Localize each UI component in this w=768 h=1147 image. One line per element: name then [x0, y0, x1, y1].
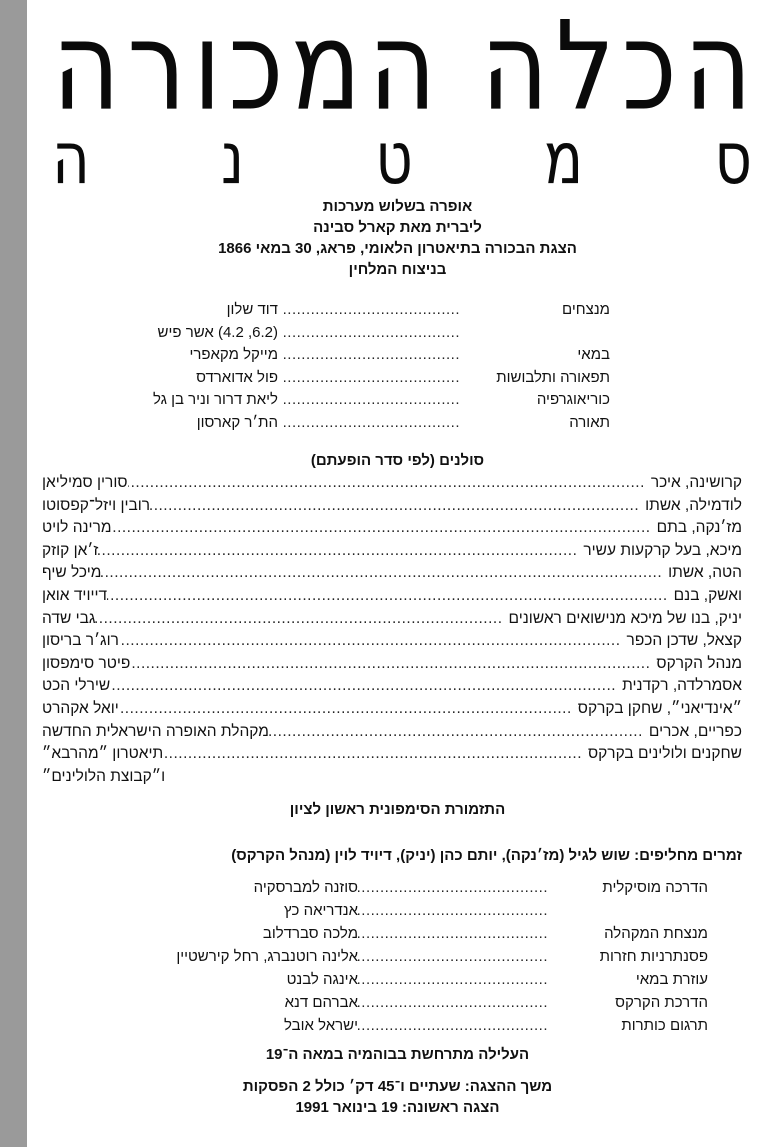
title-letter: ר	[127, 0, 186, 138]
leader-dots	[358, 1014, 548, 1037]
title-letter: ה	[480, 0, 549, 138]
soloist-role: לודמילה, אשתו	[645, 496, 742, 514]
intro-line: בניצוח המלחין	[348, 261, 447, 278]
credit-name: דוד שלון	[226, 301, 278, 318]
credit-role: תאורה	[569, 413, 610, 431]
credit-role	[460, 322, 610, 345]
credit-role: הדרכה מוסיקלית	[602, 879, 708, 896]
soloist-role: כפריים, אכרים	[648, 722, 742, 740]
crew-list	[140, 299, 610, 434]
credit-name: ליאת דרור וניר בן גל	[152, 391, 278, 408]
intro-line: הצגת הבכורה בתיאטרון הלאומי, פראג, 30 במאי 1866	[218, 240, 577, 257]
soloist-row	[42, 608, 742, 631]
credit-name: מייקל מקאפרי	[189, 346, 278, 363]
soloist-row	[42, 653, 742, 676]
credit-row	[140, 412, 610, 435]
credit-row	[140, 367, 610, 390]
leader-dots	[130, 653, 656, 676]
soloist-role: אסמרלדה, רקדנית	[622, 677, 742, 695]
credit-name: ישראל אובל	[283, 1017, 358, 1034]
title-letter: ה	[52, 115, 90, 201]
soloist-row	[42, 630, 742, 653]
soloist-row	[42, 721, 742, 744]
leader-dots	[95, 608, 508, 631]
soloist-role: מיכא, בעל קרקעות עשיר	[583, 541, 742, 559]
intro-block	[27, 196, 768, 280]
credit-row	[140, 389, 610, 412]
soloist-name: ו״קבוצת הלולינים״	[42, 767, 166, 785]
credit-row	[148, 991, 708, 1014]
title-letter: ל	[555, 0, 615, 138]
credit-row	[148, 1014, 708, 1037]
credit-name: הת׳ר קארסון	[196, 413, 278, 431]
credit-row	[140, 322, 610, 345]
credit-role: תרגום כותרות	[621, 1017, 708, 1034]
soloist-row	[42, 766, 742, 789]
credit-role: הדרכת הקרקס	[615, 994, 708, 1011]
title-letter: ה	[368, 0, 437, 138]
soloist-name: מיכל שיף	[42, 564, 102, 582]
program-page	[27, 0, 768, 1147]
soloist-name: שירלי הכט	[42, 677, 111, 695]
leader-dots	[358, 899, 548, 922]
leader-dots	[163, 743, 588, 766]
soloist-role: שחקנים ולולינים בקרקס	[588, 745, 742, 763]
title-line-1	[52, 0, 752, 138]
soloist-row	[42, 517, 742, 540]
soloists-heading: סולנים (לפי סדר הופעתם)	[310, 452, 485, 469]
premiere-line: הצגה ראשונה: 19 בינואר 1991	[295, 1099, 500, 1116]
credit-role: במאי	[577, 346, 610, 363]
soloists-list	[42, 472, 742, 788]
soloist-name: ז׳אן קוזק	[42, 541, 99, 559]
leader-dots	[101, 562, 668, 585]
credit-name: פול אדוארדס	[196, 368, 278, 386]
credit-role: מנצחים	[562, 301, 610, 318]
leader-dots	[128, 472, 651, 495]
leader-dots	[150, 495, 645, 518]
soloist-name: תיאטרון ״מהרבא״	[42, 745, 164, 763]
title-letter: כ	[228, 0, 284, 138]
soloist-role: קרושינה, איכר	[650, 474, 742, 491]
credit-role: עוזרת במאי	[635, 971, 708, 988]
leader-dots	[358, 876, 548, 899]
soloist-name: גבי שדה	[42, 609, 96, 627]
soloist-name: סורין סמיליאן	[42, 474, 128, 491]
leader-dots	[110, 675, 622, 698]
credit-role: תפאורה ותלבושות	[496, 368, 610, 386]
soloist-name: רובין ויזל־קפסוטו	[42, 496, 151, 514]
duration-line: משך ההצגה: שעתיים ו־45 דק׳ כולל 2 הפסקות	[242, 1078, 553, 1095]
soloist-name: פיטר סימפסון	[42, 654, 131, 672]
soloist-role: מז׳נקה, בתם	[656, 519, 742, 537]
intro-line: אופרה בשלוש מערכות	[322, 198, 473, 215]
credit-row	[148, 876, 708, 899]
soloist-role: ואשק, בנם	[673, 586, 742, 604]
title-letter: כ	[621, 0, 677, 138]
leader-dots	[282, 322, 460, 345]
soloist-role: קצאל, שדכן הכפר	[626, 632, 742, 650]
leader-dots	[119, 630, 627, 653]
leader-dots	[107, 585, 674, 608]
credit-name: אנדריאה כץ	[283, 902, 358, 919]
soloist-name: יואל אקהרט	[42, 699, 119, 717]
credit-name: אינגה לבנט	[286, 971, 358, 988]
soloist-row	[42, 698, 742, 721]
alternate-singers: זמרים מחליפים: שוש לגיל (מז׳נקה), יותם כהן (יניק), דיויד לוין (מנהל הקרקס)	[231, 847, 742, 864]
soloist-role: הטה, אשתו	[668, 564, 742, 582]
soloist-name: מרינה לויט	[42, 519, 112, 537]
credit-role: פסנתרניות חזרות	[599, 948, 708, 965]
credit-row	[148, 968, 708, 991]
soloist-row	[42, 495, 742, 518]
credit-row	[140, 344, 610, 367]
staff-list	[148, 876, 708, 1037]
soloist-row	[42, 562, 742, 585]
title-letter: ו	[193, 0, 222, 138]
soloist-name: דייויד אואן	[42, 586, 108, 604]
soloist-row	[42, 585, 742, 608]
soloist-row	[42, 675, 742, 698]
leader-dots	[282, 389, 460, 412]
soloist-role: יניק, בנו של מיכא מנישואים ראשונים	[508, 609, 742, 627]
title-letter: מ	[543, 115, 584, 201]
title-letter: ה	[52, 0, 121, 138]
title-letter: נ	[220, 115, 245, 201]
page-edge-bar	[0, 0, 27, 1147]
title-letter: מ	[290, 0, 362, 138]
title-letter: ה	[684, 0, 752, 138]
leader-dots	[98, 540, 583, 563]
credit-name: אברהם דנא	[284, 994, 358, 1011]
soloist-row	[42, 540, 742, 563]
performance-info	[27, 1076, 768, 1118]
leader-dots	[358, 991, 548, 1014]
leader-dots	[358, 968, 548, 991]
setting-note: העלילה מתרחשת בבוהמיה במאה ה־19	[265, 1046, 530, 1063]
title-letter: ט	[375, 115, 413, 201]
credit-role: כוריאוגרפיה	[536, 391, 610, 408]
soloist-row	[42, 743, 742, 766]
leader-dots	[282, 344, 460, 367]
leader-dots	[358, 922, 548, 945]
credit-row	[148, 922, 708, 945]
title-letter: ס	[714, 115, 752, 201]
credit-role	[548, 899, 708, 922]
soloist-role: ״אינדיאני״, שחקן בקרקס	[577, 699, 742, 717]
credit-row	[140, 299, 610, 322]
leader-dots	[358, 945, 548, 968]
orchestra-heading: התזמורת הסימפונית ראשון לציון	[289, 801, 506, 818]
leader-dots	[119, 698, 578, 721]
credit-row	[148, 899, 708, 922]
leader-dots	[282, 412, 460, 435]
leader-dots	[269, 721, 649, 744]
title-line-2	[52, 115, 752, 201]
credit-name: מלכה סברדלוב	[262, 925, 358, 942]
soloist-name: רוג׳ר בריסון	[42, 632, 119, 650]
credit-role: מנצחת המקהלה	[604, 925, 708, 942]
leader-dots	[112, 517, 657, 540]
leader-dots	[282, 299, 460, 322]
soloist-role: מנהל הקרקס	[656, 654, 742, 672]
intro-line: ליברית מאת קארל סבינה	[313, 219, 482, 236]
credit-name: אלינה רוטנברג, רחל קירשטיין	[176, 948, 358, 965]
leader-dots	[282, 367, 460, 390]
credit-row	[148, 945, 708, 968]
soloist-name: מקהלת האופרה הישראלית החדשה	[42, 722, 269, 740]
credit-name: סוזנה למברסקיה	[253, 879, 358, 896]
credit-name: (6.2, 4.2) אשר פיש	[157, 323, 278, 341]
soloist-row	[42, 472, 742, 495]
